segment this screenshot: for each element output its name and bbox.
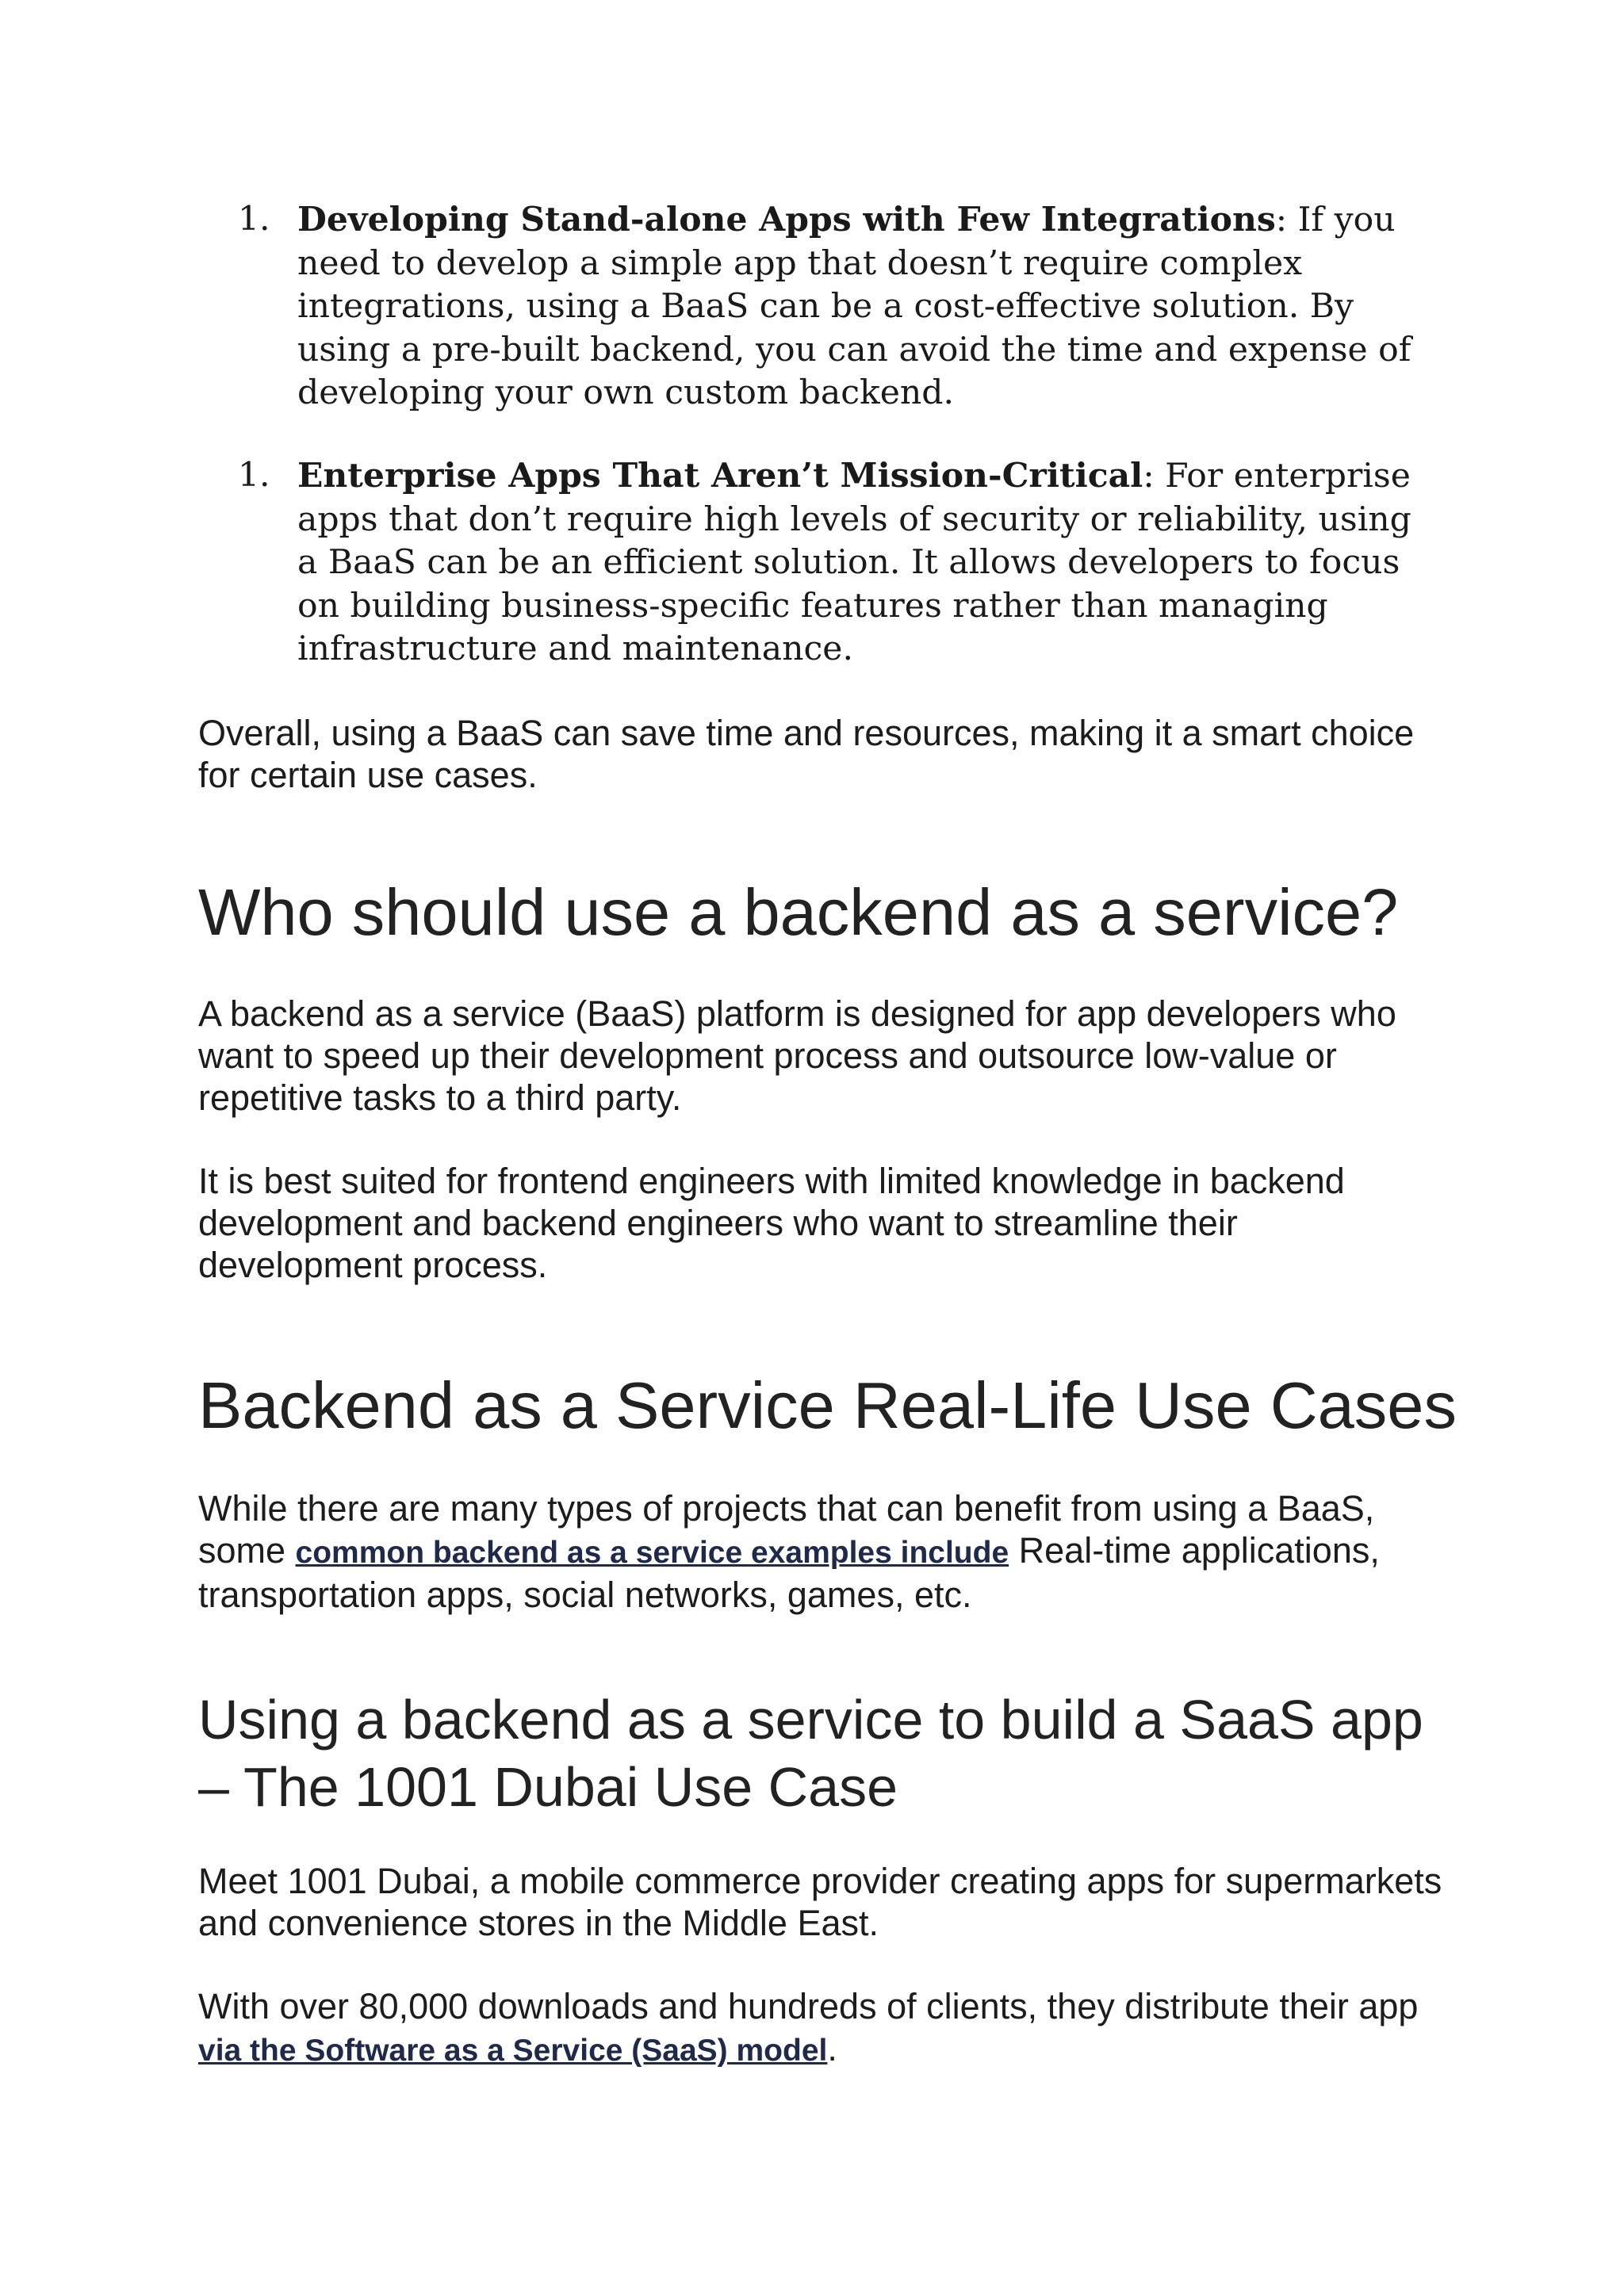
list-item-title: Enterprise Apps That Aren’t Mission-Critical bbox=[297, 456, 1143, 496]
examples-link[interactable]: common backend as a service examples include bbox=[295, 1536, 1009, 1570]
use-cases-text-after: Real-time applications, transportation apps, social networks, games, etc. bbox=[198, 1530, 1380, 1615]
dubai-text-after: . bbox=[827, 2028, 837, 2068]
list-item bbox=[238, 454, 1435, 672]
who-paragraph-1: A backend as a service (BaaS) platform is designed for app developers who want to speed up their development process and outsource low-value or repetitive tasks to a third party. bbox=[198, 993, 1396, 1118]
heading-who-should-use: Who should use a backend as a service? bbox=[198, 875, 1399, 949]
list-number: 1. bbox=[238, 200, 270, 239]
list-item-text: : If you need to develop a simple app that doesn’t require complex integrations, using a BaaS can be a cost-effective solution. By using a pre-built backend, you can avoid the time and expense of developing your own custom backend. bbox=[297, 201, 1411, 412]
list-item-text: : For enterprise apps that don’t require high levels of security or reliability, using a BaaS can be an efficient solution. It allows developers to focus on building business-specific features rather than managing infrastructure and maintenance. bbox=[297, 457, 1411, 668]
use-cases-text-before: While there are many types of projects that can benefit from using a BaaS, some bbox=[198, 1488, 1375, 1571]
who-paragraph-2: It is best suited for frontend engineers with limited knowledge in backend development and backend engineers who want to streamline their development process. bbox=[198, 1161, 1345, 1285]
use-cases-paragraph bbox=[198, 1487, 1451, 1616]
heading-use-cases: Backend as a Service Real-Life Use Cases bbox=[198, 1368, 1457, 1442]
dubai-paragraph-1: Meet 1001 Dubai, a mobile commerce provider creating apps for supermarkets and convenience stores in the Middle East. bbox=[198, 1861, 1442, 1943]
heading-dubai-use-case: Using a backend as a service to build a SaaS app – The 1001 Dubai Use Case bbox=[198, 1689, 1423, 1818]
list-item-title: Developing Stand-alone Apps with Few Integrations bbox=[297, 200, 1276, 239]
list-item-body bbox=[297, 454, 1435, 672]
dubai-text-before: With over 80,000 downloads and hundreds of clients, they distribute their app bbox=[198, 1986, 1419, 2026]
list-number: 1. bbox=[238, 456, 270, 495]
saas-model-link[interactable]: via the Software as a Service (SaaS) model bbox=[198, 2034, 828, 2068]
dubai-paragraph-2 bbox=[198, 1985, 1451, 2072]
overall-paragraph: Overall, using a BaaS can save time and resources, making it a smart choice for certain use cases. bbox=[198, 713, 1415, 795]
list-item-body bbox=[297, 198, 1435, 415]
list-item bbox=[238, 198, 1435, 415]
